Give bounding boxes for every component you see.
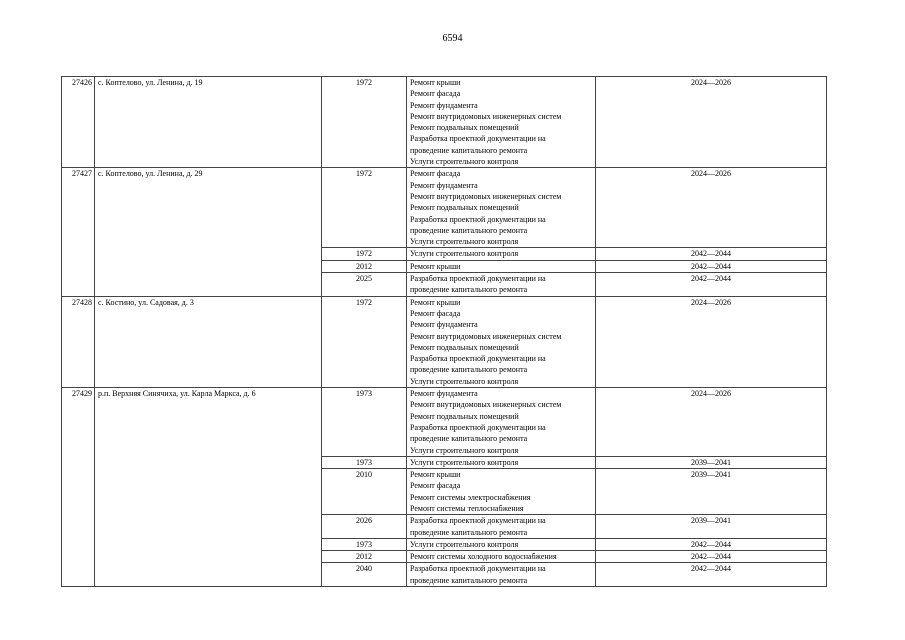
record-number: 27426 [62,77,95,168]
work-item: Услуги строительного контроля [410,457,519,467]
work-item: Ремонт фундамента [410,320,478,330]
year-cell: 1972 [322,77,407,168]
work-item: Разработка проектной документации на [410,564,546,574]
address-cell: с. Костино, ул. Садовая, д. 3 [95,296,322,387]
work-item: проведение капитального ремонта [410,285,528,295]
works-cell [407,248,596,260]
work-item: проведение капитального ремонта [410,225,528,235]
work-item: Ремонт внутридомовых инженерных систем [410,191,562,201]
works-cell [407,563,596,587]
page-number: 6594 [442,33,463,44]
year-cell: 1973 [322,538,407,550]
works-cell [407,388,596,457]
period-cell: 2024—2026 [596,168,827,248]
work-item: Услуги строительного контроля [410,237,519,247]
work-item: проведение капитального ремонта [410,434,528,444]
year-cell: 1973 [322,456,407,468]
work-item: проведение капитального ремонта [410,527,528,537]
work-item: Ремонт внутридомовых инженерных систем [410,331,562,341]
period-cell: 2024—2026 [596,77,827,168]
work-item: Ремонт подвальных помещений [410,342,519,352]
period-cell: 2024—2026 [596,296,827,387]
work-item: Ремонт системы теплоснабжения [410,503,524,513]
work-item: Ремонт фундамента [410,389,478,399]
work-item: Ремонт фасада [410,89,461,99]
work-item: Услуги строительного контроля [410,249,519,259]
work-item: Ремонт фундамента [410,100,478,110]
record-number: 27429 [62,388,95,587]
year-cell: 1973 [322,388,407,457]
work-item: Ремонт фасада [410,481,461,491]
address-cell: с. Коптелово, ул. Ленина, д. 19 [95,77,322,168]
year-cell: 1972 [322,168,407,248]
work-item: Ремонт фасада [410,169,461,179]
work-item: Ремонт крыши [410,297,461,307]
work-item: Разработка проектной документации на [410,274,546,284]
work-item: Разработка проектной документации на [410,134,546,144]
year-cell: 2012 [322,551,407,563]
work-item: Разработка проектной документации на [410,516,546,526]
work-item: Ремонт подвальных помещений [410,203,519,213]
record-number: 27427 [62,168,95,296]
work-item: Услуги строительного контроля [410,539,519,549]
table-row [62,296,827,387]
work-item: Ремонт внутридомовых инженерных систем [410,111,562,121]
period-cell: 2039—2041 [596,456,827,468]
work-item: Разработка проектной документации на [410,422,546,432]
works-cell [407,551,596,563]
table-row [62,388,827,457]
work-item: Ремонт системы электроснабжения [410,492,531,502]
works-cell [407,273,596,297]
works-cell [407,538,596,550]
work-item: Ремонт фундамента [410,180,478,190]
table-row [62,77,827,168]
works-cell [407,260,596,272]
works-cell [407,469,596,515]
work-item: Ремонт фасада [410,308,461,318]
works-cell [407,515,596,539]
work-item: Ремонт крыши [410,261,461,271]
address-cell: р.п. Верхняя Синячиха, ул. Карла Маркса, д. 6 [95,388,322,587]
period-cell: 2024—2026 [596,388,827,457]
works-cell [407,168,596,248]
record-number: 27428 [62,296,95,387]
period-cell: 2042—2044 [596,538,827,550]
work-item: Ремонт подвальных помещений [410,123,519,133]
period-cell: 2039—2041 [596,515,827,539]
work-item: Ремонт крыши [410,78,461,87]
work-item: Услуги строительного контроля [410,157,519,167]
work-item: Услуги строительного контроля [410,445,519,455]
period-cell: 2042—2044 [596,273,827,297]
work-item: проведение капитального ремонта [410,365,528,375]
work-item: Разработка проектной документации на [410,214,546,224]
year-cell: 2010 [322,469,407,515]
work-item: Ремонт крыши [410,470,461,480]
period-cell: 2042—2044 [596,260,827,272]
works-cell [407,456,596,468]
address-cell: с. Коптелово, ул. Ленина, д. 29 [95,168,322,296]
works-cell [407,296,596,387]
period-cell: 2042—2044 [596,563,827,587]
period-cell: 2042—2044 [596,248,827,260]
period-cell: 2039—2041 [596,469,827,515]
table-row [62,168,827,248]
work-item: Услуги строительного контроля [410,376,519,386]
year-cell: 2025 [322,273,407,297]
year-cell: 1972 [322,248,407,260]
year-cell: 2026 [322,515,407,539]
work-item: Ремонт подвальных помещений [410,411,519,421]
year-cell: 1972 [322,296,407,387]
repair-schedule-table [61,76,827,587]
year-cell: 2040 [322,563,407,587]
works-cell [407,77,596,168]
work-item: Разработка проектной документации на [410,354,546,364]
work-item: Ремонт системы холодного водоснабжения [410,552,557,562]
period-cell: 2042—2044 [596,551,827,563]
work-item: проведение капитального ремонта [410,145,528,155]
work-item: Ремонт внутридомовых инженерных систем [410,400,562,410]
year-cell: 2012 [322,260,407,272]
work-item: проведение капитального ремонта [410,575,528,585]
